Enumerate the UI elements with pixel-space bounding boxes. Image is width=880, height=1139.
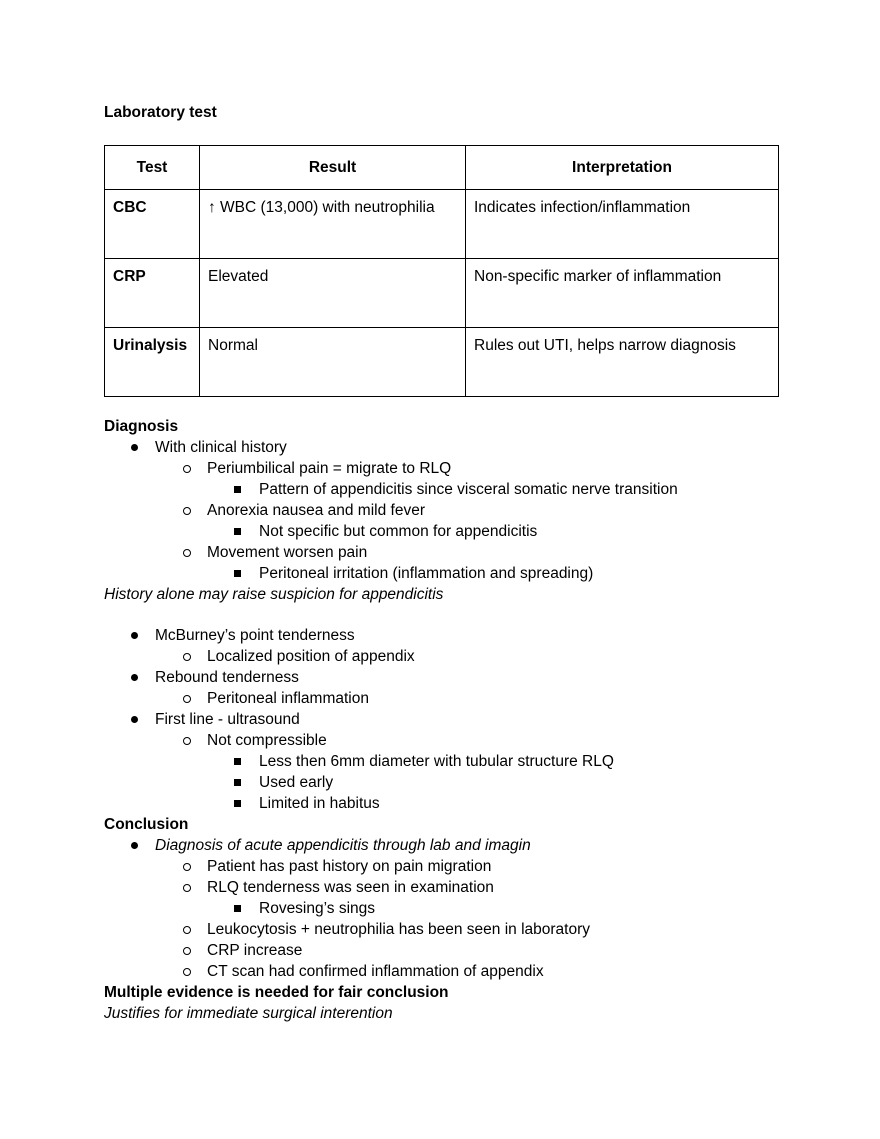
justification-statement: Justifies for immediate surgical interention	[104, 1005, 393, 1022]
list-item: CT scan had confirmed inflammation of appendix	[207, 963, 544, 980]
table-row	[105, 328, 779, 397]
bullet-square-icon	[234, 528, 241, 535]
conclusion-heading: Conclusion	[104, 816, 189, 833]
bullet-disc-icon	[131, 444, 138, 451]
cell-test: Urinalysis	[105, 328, 200, 397]
bullet-disc-icon	[131, 674, 138, 681]
bullet-disc-icon	[131, 842, 138, 849]
bullet-circle-icon	[183, 653, 191, 661]
bullet-square-icon	[234, 758, 241, 765]
list-item: Less then 6mm diameter with tubular structure RLQ	[259, 753, 614, 770]
bullet-circle-icon	[183, 507, 191, 515]
cell-interpretation: Indicates infection/inflammation	[466, 190, 779, 259]
bullet-circle-icon	[183, 863, 191, 871]
list-item: McBurney’s point tenderness	[155, 627, 355, 644]
lab-table	[104, 145, 779, 397]
bullet-circle-icon	[183, 968, 191, 976]
bullet-square-icon	[234, 570, 241, 577]
bullet-circle-icon	[183, 926, 191, 934]
bullet-circle-icon	[183, 884, 191, 892]
table-row	[105, 190, 779, 259]
cell-result: Elevated	[200, 259, 466, 328]
list-item: Used early	[259, 774, 334, 791]
cell-result: Normal	[200, 328, 466, 397]
list-item: Not specific but common for appendicitis	[259, 523, 538, 540]
bullet-square-icon	[234, 779, 241, 786]
diagnosis-heading: Diagnosis	[104, 418, 179, 435]
cell-interpretation: Non-specific marker of inflammation	[466, 259, 779, 328]
lab-heading: Laboratory test	[104, 104, 217, 121]
cell-interpretation: Rules out UTI, helps narrow diagnosis	[466, 328, 779, 397]
list-item: With clinical history	[155, 439, 287, 456]
header-interpretation: Interpretation	[466, 146, 779, 190]
cell-test: CBC	[105, 190, 200, 259]
table-row	[105, 259, 779, 328]
bullet-square-icon	[234, 486, 241, 493]
list-item: Not compressible	[207, 732, 327, 749]
list-item: CRP increase	[207, 942, 303, 959]
list-item: Pattern of appendicitis since visceral somatic nerve transition	[259, 481, 678, 498]
header-result: Result	[200, 146, 466, 190]
list-item: Periumbilical pain = migrate to RLQ	[207, 460, 452, 477]
list-item: Movement worsen pain	[207, 544, 368, 561]
bullet-circle-icon	[183, 465, 191, 473]
bullet-circle-icon	[183, 947, 191, 955]
list-item: Limited in habitus	[259, 795, 380, 812]
list-item: Peritoneal irritation (inflammation and spreading)	[259, 565, 594, 582]
bullet-square-icon	[234, 800, 241, 807]
bullet-circle-icon	[183, 549, 191, 557]
cell-result: ↑ WBC (13,000) with neutrophilia	[200, 190, 466, 259]
list-item: Peritoneal inflammation	[207, 690, 369, 707]
evidence-statement: Multiple evidence is needed for fair conclusion	[104, 984, 449, 1001]
list-item: Patient has past history on pain migration	[207, 858, 492, 875]
bullet-disc-icon	[131, 632, 138, 639]
list-item: First line - ultrasound	[155, 711, 300, 728]
cell-test: CRP	[105, 259, 200, 328]
list-item: Diagnosis of acute appendicitis through lab and imagin	[155, 837, 531, 854]
bullet-circle-icon	[183, 695, 191, 703]
list-item: Rebound tenderness	[155, 669, 299, 686]
history-summary: History alone may raise suspicion for appendicitis	[104, 586, 444, 603]
bullet-circle-icon	[183, 737, 191, 745]
list-item: Localized position of appendix	[207, 648, 415, 665]
bullet-square-icon	[234, 905, 241, 912]
header-test: Test	[105, 146, 200, 190]
list-item: Anorexia nausea and mild fever	[207, 502, 425, 519]
bullet-disc-icon	[131, 716, 138, 723]
list-item: RLQ tenderness was seen in examination	[207, 879, 494, 896]
list-item: Leukocytosis + neutrophilia has been seen in laboratory	[207, 921, 591, 938]
table-header-row	[105, 146, 779, 190]
list-item: Rovesing’s sings	[259, 900, 376, 917]
